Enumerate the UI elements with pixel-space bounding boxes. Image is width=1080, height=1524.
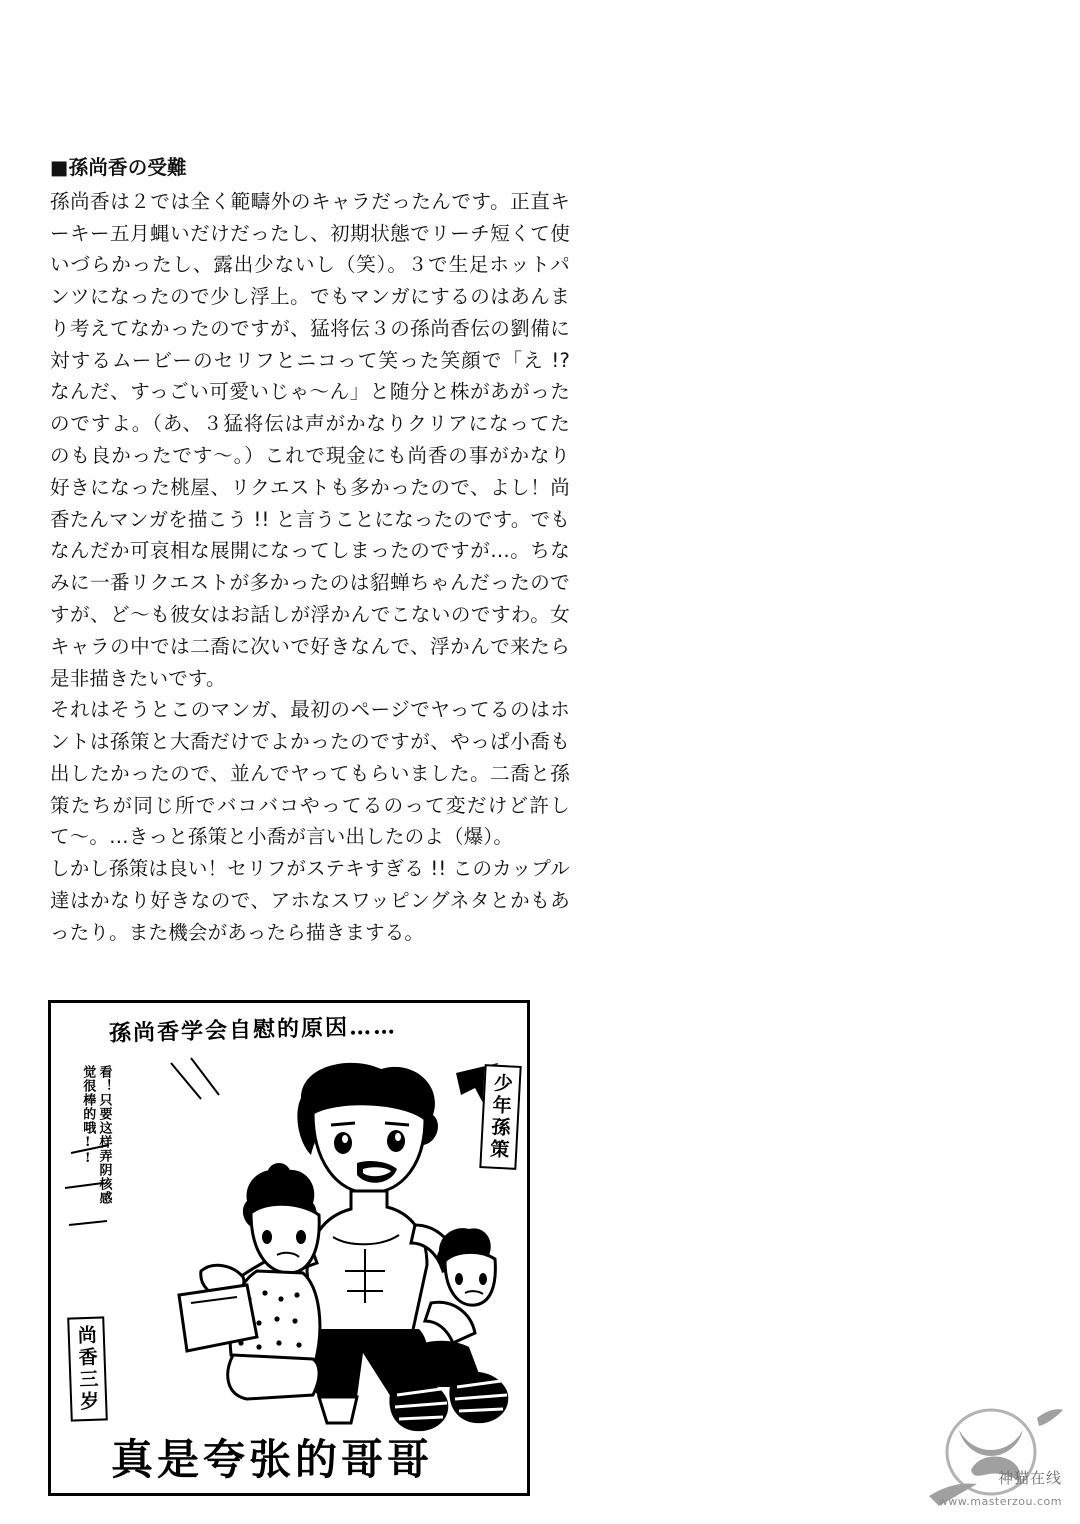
watermark-brand: 神猫在线	[997, 1469, 1062, 1487]
afterword-section	[50, 152, 570, 949]
comic-speech-left: 看！只要这样弄阴核感觉很棒的哦!!	[80, 1065, 112, 1205]
comic-illustration	[51, 1003, 527, 1493]
comic-bottom-text: 真是夸张的哥哥	[111, 1435, 434, 1484]
afterword-paragraph-1: 孫尚香は２では全く範疇外のキャラだったんです。正直キーキー五月蝿いだけだったし、初期状態でリーチ短くて使いづらかったし、露出少ないし（笑）。３で生足ホットパンツになったので少し浮上。でもマンガにするのはあんまり考えてなかったのですが、猛将伝３の孫尚香伝の劉備に対するムービーのセリフとニコって笑った笑顔で「え !? なんだ、すっごい可愛いじゃ〜ん」と随分と株があがったのですよ。（あ、３猛将伝は声がかなりクリアになってたのも良かったです〜。）これで現金にも尚香の事がかなり好きになった桃屋、リクエストも多かったので、よし！尚香たんマンガを描こう !! と言うことになったのです。でもなんだか可哀相な展開になってしまったのですが…。ちなみに一番リクエストが多かったのは貂蝉ちゃんだったのですが、ど〜も彼女はお話しが浮かんでこないのですわ。女キャラの中では二喬に次いで好きなんで、浮かんで来たら是非描きたいです。	[50, 189, 570, 690]
comic-label-left: 尚香三岁	[67, 1316, 108, 1421]
afterword-paragraph-2: それはそうとこのマンガ、最初のページでヤってるのはホントは孫策と大喬だけでよかったのですが、やっぱ小喬も出したかったので、並んでヤってもらいました。二喬と孫策たちが同じ所でバコバコやってるのって変だけど許して〜。…きっと孫策と小喬が言い出したのよ（爆）。	[50, 698, 570, 849]
comic-panel	[48, 1000, 530, 1496]
afterword-paragraph-3: しかし孫策は良い！セリフがステキすぎる !! このカップル達はかなり好きなので、アホなスワッピングネタとかもあったり。また機会があったら描きまする。	[50, 857, 570, 944]
comic-label-right: 少年孫策	[479, 1064, 521, 1170]
comic-title-text: 孫尚香学会自慰的原因……	[108, 1013, 398, 1047]
watermark-url: www.masterzou.com	[938, 1495, 1062, 1508]
watermark-cat-logo-icon	[919, 1400, 1064, 1510]
afterword-heading: ■孫尚香の受難	[50, 156, 187, 179]
